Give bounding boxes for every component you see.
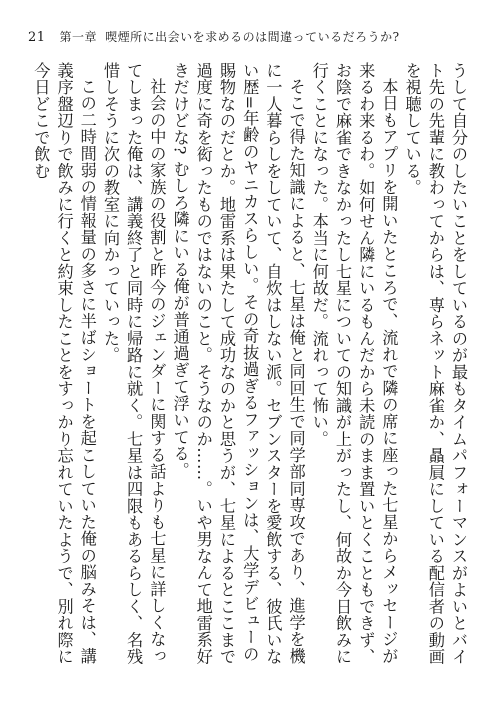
paragraph-4: 社会の中の家族の役割と昨今のジェンダーに関する話よりも七星に詳しくなってしまった俺は、講義終了と同時に帰路に就く。七星は四限もあるらしく、名残惜しそうに次の教室に向かっていった。 xyxy=(100,62,167,665)
page-number: 21 xyxy=(28,30,46,45)
paragraph-2: 本日もアプリを開いたところで、流れで隣の席に座った七星からメッセージが来るわ来るわ。如何せん隣にいるもんだから未読のまま置いとくこともできず、お陰で麻雀できなかったし七星についての知識が上がったし、何故か今日飲みに行くことになった。本当に何故だ。流れって怖い。 xyxy=(309,62,399,665)
chapter-title: 喫煙所に出会いを求めるのは間違っているだろうか? xyxy=(105,30,400,44)
running-header xyxy=(28,28,468,48)
paragraph-1: うして自分のしたいことをしているのが最もタイムパフォーマンスがよいとバイト先の先輩に教わってからは、専らネット麻雀か、贔屓にしている配信者の動画を視聴している。 xyxy=(402,62,468,665)
paragraph-5: この二時間弱の情報量の多さに半ばショートを起こしていた俺の脳みそは、講義序盤辺りで飲みに行くと約束したことをすっかり忘れていたようで、別れ際に今日どこで飲む xyxy=(31,62,97,665)
body-text xyxy=(28,62,470,674)
paragraph-3: そこで得た知識によると、七星は俺と同回生で同学部同専攻であり、進学を機に一人暮らしをしていて、自炊はしない派。セブンスターを愛飲する、彼氏いない歴=年齢のヤニカスらしい。その奇抜過ぎるファッションは、大学デビューの賜物なのだとか。地雷系は果たして成功なのかと思うが、七星によるとここまで過度に奇を衒ったものではないのこと。そうなのか……。いや男なんて地雷系好きだけどな? むしろ隣にいる俺が普通過ぎて浮いてる。 xyxy=(170,62,306,665)
chapter-label: 第一章 xyxy=(59,30,98,44)
